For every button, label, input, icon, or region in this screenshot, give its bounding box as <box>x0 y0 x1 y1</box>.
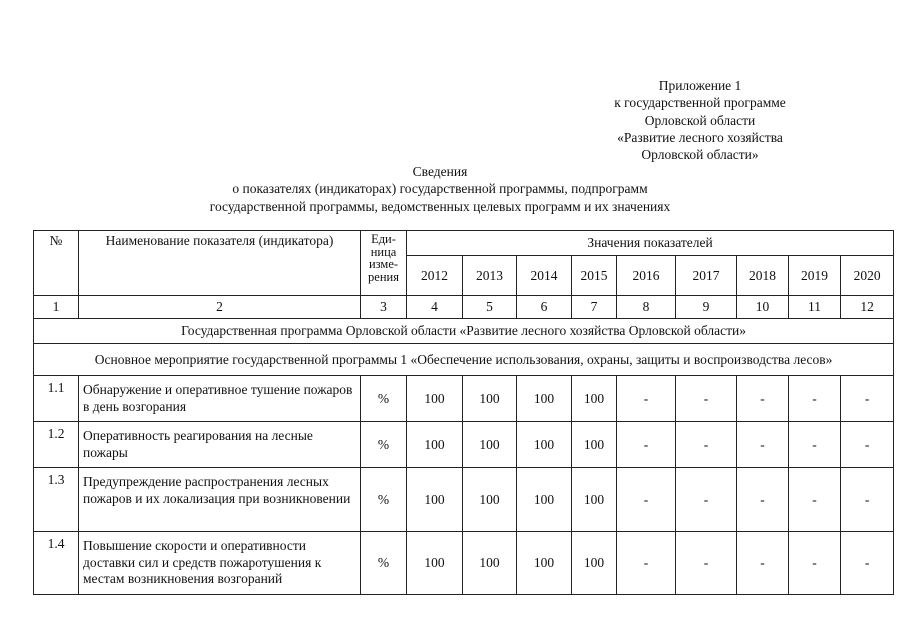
col-number: 12 <box>841 296 894 319</box>
indicator-unit: % <box>361 422 407 468</box>
indicator-value: - <box>617 532 676 595</box>
indicator-unit: % <box>361 376 407 422</box>
indicator-value: 100 <box>517 468 572 532</box>
row-number: 1.2 <box>34 422 79 468</box>
indicator-value: 100 <box>407 422 463 468</box>
indicator-value: - <box>841 468 894 532</box>
indicator-value: - <box>789 532 841 595</box>
heading-line: государственной программы, ведомственных целевых программ и их значениях <box>209 198 671 214</box>
column-numbers-row <box>34 296 894 319</box>
indicator-value: - <box>789 422 841 468</box>
col-number: 7 <box>572 296 617 319</box>
indicator-value: 100 <box>572 468 617 532</box>
indicator-value: - <box>789 468 841 532</box>
col-number: 1 <box>34 296 79 319</box>
header-year: 2019 <box>789 256 841 296</box>
header-year: 2016 <box>617 256 676 296</box>
header-year: 2020 <box>841 256 894 296</box>
header-year: 2014 <box>517 256 572 296</box>
indicator-value: - <box>676 532 737 595</box>
appendix-line: «Развитие лесного хозяйства <box>617 129 783 145</box>
activity-row <box>34 344 894 376</box>
indicator-value: - <box>737 376 789 422</box>
indicator-value: 100 <box>572 422 617 468</box>
indicator-value: - <box>676 376 737 422</box>
indicator-unit: % <box>361 468 407 532</box>
indicator-value: - <box>617 376 676 422</box>
indicator-value: - <box>617 468 676 532</box>
indicator-name: Оперативность реагирования на лесные пожары <box>79 422 361 468</box>
indicator-value: 100 <box>407 532 463 595</box>
header-year: 2018 <box>737 256 789 296</box>
header-year: 2015 <box>572 256 617 296</box>
program-row <box>34 319 894 344</box>
col-number: 10 <box>737 296 789 319</box>
col-number: 3 <box>361 296 407 319</box>
table-row <box>34 532 894 595</box>
col-number: 2 <box>79 296 361 319</box>
header-num: № <box>34 231 79 296</box>
header-year: 2017 <box>676 256 737 296</box>
indicator-value: - <box>841 532 894 595</box>
indicator-value: - <box>737 422 789 468</box>
appendix-line: Орловской области» <box>641 147 759 163</box>
header-name: Наименование показателя (индикатора) <box>79 231 361 296</box>
program-title: Государственная программа Орловской области «Развитие лесного хозяйства Орловской области» <box>34 319 894 344</box>
col-number: 5 <box>463 296 517 319</box>
col-number: 4 <box>407 296 463 319</box>
indicator-value: - <box>737 468 789 532</box>
indicator-value: 100 <box>463 532 517 595</box>
row-number: 1.4 <box>34 532 79 595</box>
heading-line: Сведения <box>412 164 468 179</box>
row-number: 1.3 <box>34 468 79 532</box>
table-row <box>34 376 894 422</box>
header-year: 2012 <box>407 256 463 296</box>
col-number: 8 <box>617 296 676 319</box>
indicator-value: - <box>789 376 841 422</box>
indicator-unit: % <box>361 532 407 595</box>
indicator-value: 100 <box>572 376 617 422</box>
indicator-value: - <box>676 468 737 532</box>
indicator-value: - <box>737 532 789 595</box>
col-number: 11 <box>789 296 841 319</box>
indicator-value: - <box>676 422 737 468</box>
document-heading <box>60 163 820 215</box>
table-header-row <box>34 231 894 256</box>
header-values-group: Значения показателей <box>407 231 894 256</box>
indicator-value: 100 <box>407 376 463 422</box>
header-year: 2013 <box>463 256 517 296</box>
col-number: 6 <box>517 296 572 319</box>
row-number: 1.1 <box>34 376 79 422</box>
indicator-value: 100 <box>463 422 517 468</box>
indicator-value: 100 <box>572 532 617 595</box>
table-row <box>34 422 894 468</box>
indicator-name: Предупреждение распространения лесных пожаров и их локализация при возникновении <box>79 468 361 532</box>
indicator-value: 100 <box>517 422 572 468</box>
appendix-block <box>560 77 840 163</box>
indicators-table <box>33 230 894 595</box>
indicator-value: - <box>841 376 894 422</box>
indicator-name: Повышение скорости и оперативности доставки сил и средств пожаротушения к местам возникновения возгораний <box>79 532 361 595</box>
appendix-line: Орловской области <box>644 112 756 128</box>
indicator-value: - <box>841 422 894 468</box>
heading-line: о показателях (индикаторах) государственной программы, подпрограмм <box>232 181 648 197</box>
appendix-line: Приложение 1 <box>658 78 742 93</box>
indicator-value: - <box>617 422 676 468</box>
indicator-value: 100 <box>517 532 572 595</box>
table-row <box>34 468 894 532</box>
indicator-value: 100 <box>407 468 463 532</box>
col-number: 9 <box>676 296 737 319</box>
activity-title: Основное мероприятие государственной программы 1 «Обеспечение использования, охраны, защиты и воспроизводства лесов» <box>34 344 894 376</box>
indicator-value: 100 <box>463 468 517 532</box>
indicator-value: 100 <box>463 376 517 422</box>
indicator-value: 100 <box>517 376 572 422</box>
header-unit: Еди-ница изме-рения <box>361 231 407 296</box>
appendix-line: к государственной программе <box>614 95 786 111</box>
indicator-name: Обнаружение и оперативное тушение пожаров в день возгорания <box>79 376 361 422</box>
